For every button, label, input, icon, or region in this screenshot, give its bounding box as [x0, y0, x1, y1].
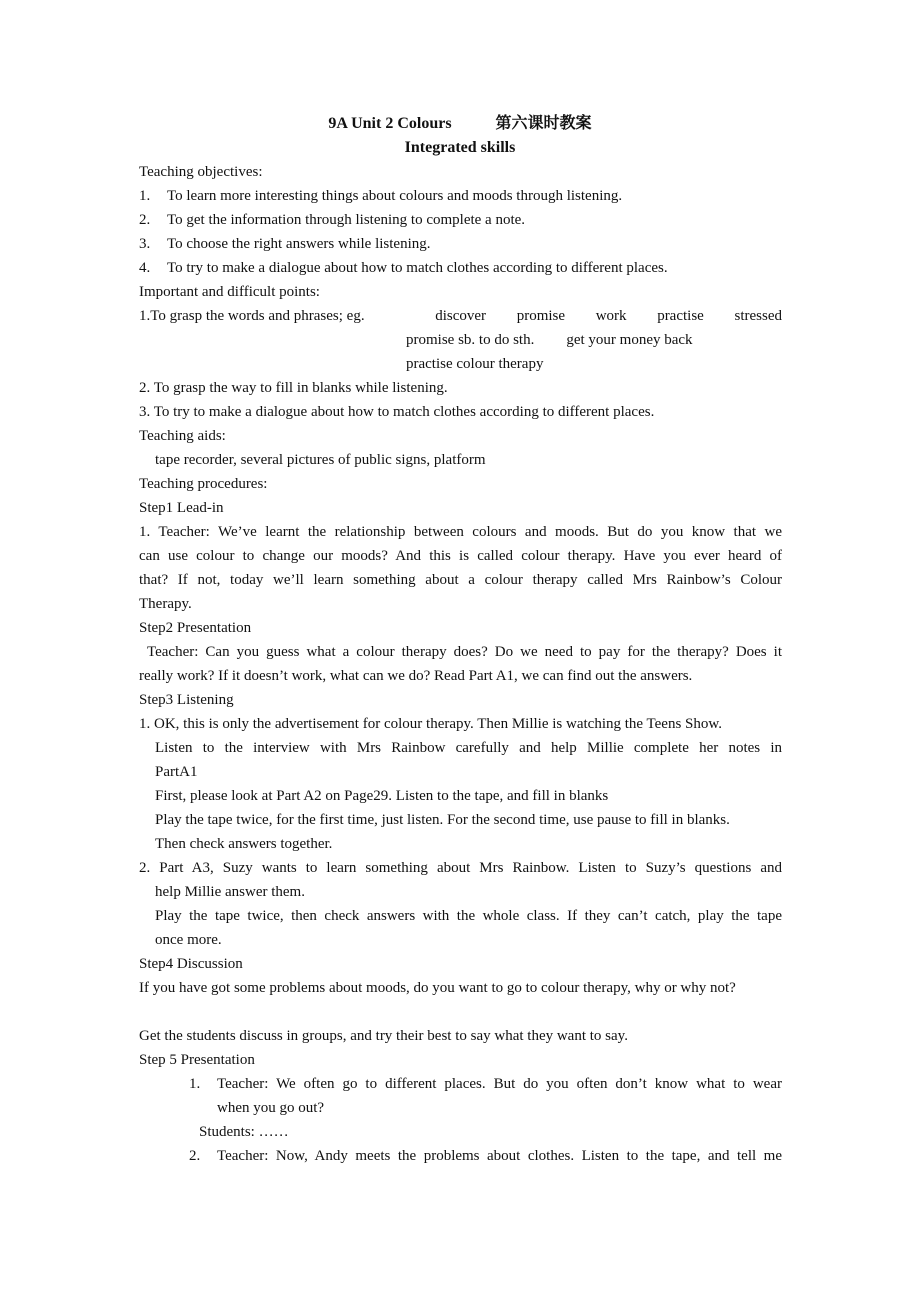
step1-heading: Step1 Lead-in: [139, 500, 224, 516]
objective-item: 4. To try to make a dialogue about how to match clothes according to different places.: [139, 260, 668, 276]
word-item: work: [595, 308, 627, 324]
paragraph-line: Teacher: Now, Andy meets the problems about clothes. Listen to the tape, and tell me: [217, 1148, 782, 1164]
phrase-item: promise sb. to do sth.: [406, 332, 535, 348]
paragraph-line: Therapy.: [139, 596, 192, 612]
points-item-1-lead: 1.To grasp the words and phrases; eg.: [139, 308, 365, 324]
step2-heading: Step2 Presentation: [139, 620, 252, 636]
document-title: [0, 112, 920, 136]
phrase-item: practise colour therapy: [406, 356, 544, 372]
paragraph-line: First, please look at Part A2 on Page29. Listen to the tape, and fill in blanks: [155, 788, 609, 804]
paragraph-line: Teacher: Can you guess what a colour therapy does? Do we need to pay for the therapy? Does it: [147, 644, 782, 660]
step3-item-1-first: 1. OK, this is only the advertisement for colour therapy. Then Millie is watching the Teens Show.: [139, 716, 723, 732]
word-item: stressed: [734, 308, 782, 324]
word-item: practise: [657, 308, 704, 324]
objectives-heading: Teaching objectives:: [139, 164, 263, 180]
step4-instruction: Get the students discuss in groups, and try their best to say what they want to say.: [139, 1028, 628, 1044]
paragraph-line: Listen to the interview with Mrs Rainbow carefully and help Millie complete her notes in: [155, 740, 782, 756]
paragraph-line: once more.: [155, 932, 222, 948]
title-chinese: 第六课时教案: [495, 115, 592, 132]
blank-line: [139, 1000, 782, 1024]
step3-item-1-body: [139, 736, 782, 856]
paragraph-line: that? If not, today we’ll learn something about a colour therapy called Mrs Rainbow’s Colour: [139, 572, 782, 588]
paragraph-line: Play the tape twice, then check answers with the whole class. If they can’t catch, play the tape: [155, 908, 782, 924]
step4-question: If you have got some problems about moods, do you want to go to colour therapy, why or why not?: [139, 980, 736, 996]
step5-item-1: [139, 1072, 782, 1120]
phrase-row: [139, 352, 782, 376]
step5-students: Students: ……: [199, 1124, 289, 1140]
step3-heading: Step3 Listening: [139, 692, 234, 708]
phrase-item: get your money back: [566, 332, 693, 348]
word-item: discover: [435, 308, 487, 324]
list-number: 2.: [189, 1148, 201, 1164]
paragraph-line: 1. Teacher: We’ve learnt the relationship between colours and moods. But do you know that we: [139, 524, 782, 540]
paragraph-line: Teacher: We often go to different places. But do you often don’t know what to wear: [217, 1076, 782, 1092]
step3-item-2-first: 2. Part A3, Suzy wants to learn something about Mrs Rainbow. Listen to Suzy’s questions and: [139, 860, 782, 876]
objective-item: 2. To get the information through listening to complete a note.: [139, 212, 526, 228]
points-heading: Important and difficult points:: [139, 284, 320, 300]
step2-paragraph: [139, 640, 782, 688]
step5-item-2: [139, 1144, 782, 1168]
step5-heading: Step 5 Presentation: [139, 1052, 255, 1068]
paragraph-line: help Millie answer them.: [155, 884, 305, 900]
points-item-1: [139, 304, 782, 328]
points-item-2: 2. To grasp the way to fill in blanks while listening.: [139, 380, 448, 396]
paragraph-line: PartA1: [155, 764, 198, 780]
paragraph-line: when you go out?: [217, 1100, 325, 1116]
paragraph-line: can use colour to change our moods? And this is called colour therapy. Have you ever heard of: [139, 548, 782, 564]
document-subtitle: Integrated skills: [404, 139, 516, 156]
step4-heading: Step4 Discussion: [139, 956, 243, 972]
aids-text: tape recorder, several pictures of public signs, platform: [155, 452, 486, 468]
objective-item: 3. To choose the right answers while listening.: [139, 236, 431, 252]
document-body: [139, 160, 782, 1168]
step1-paragraph: [139, 520, 782, 616]
objective-item: 1. To learn more interesting things about colours and moods through listening.: [139, 188, 623, 204]
aids-heading: Teaching aids:: [139, 428, 226, 444]
step3-item-2-body: [139, 880, 782, 952]
procedures-heading: Teaching procedures:: [139, 476, 268, 492]
title-english: 9A Unit 2 Colours: [328, 115, 452, 132]
points-item-3: 3. To try to make a dialogue about how to match clothes according to different places.: [139, 404, 655, 420]
paragraph-line: Play the tape twice, for the first time, just listen. For the second time, use pause to fill in blanks.: [155, 812, 730, 828]
phrase-row: [139, 328, 782, 352]
paragraph-line: really work? If it doesn’t work, what can we do? Read Part A1, we can find out the answers.: [139, 668, 693, 684]
list-number: 1.: [189, 1076, 201, 1092]
word-item: promise: [516, 308, 566, 324]
paragraph-line: Then check answers together.: [155, 836, 333, 852]
